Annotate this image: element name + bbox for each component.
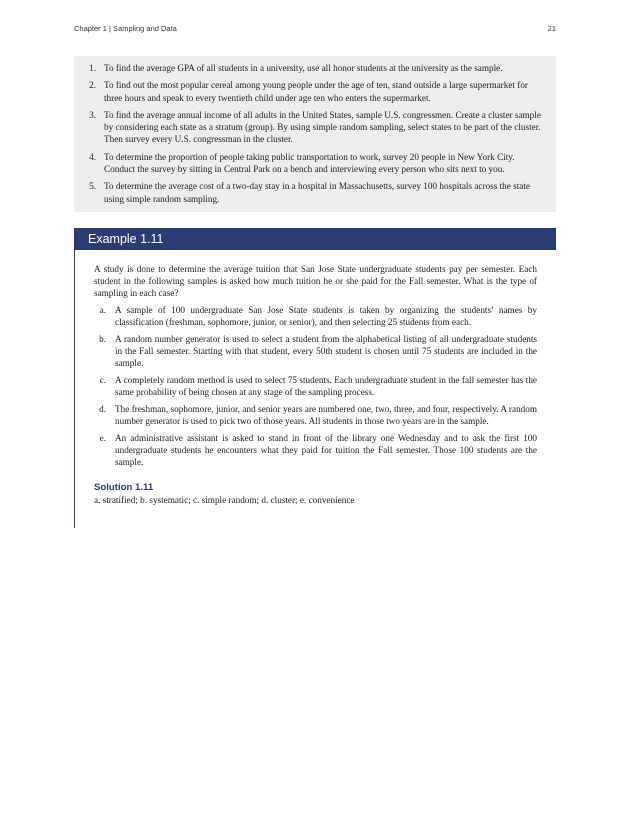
list-item: [94, 304, 537, 328]
example-intro: A study is done to determine the average tuition that San Jose State undergraduate students pay per semester. Each student in the following samples is asked how much tuition he or she paid for the Fall semester. What is the type of sampling in each case?: [94, 264, 537, 299]
list-item-text: To determine the average cost of a two-day stay in a hospital in Massachusetts, survey 100 hospitals across the state using simple random sampling.: [104, 181, 530, 204]
list-item: [84, 109, 546, 146]
option-letter: b.: [99, 333, 106, 344]
option-letter: a.: [99, 304, 106, 315]
solution-title: Solution 1.11: [94, 482, 154, 494]
list-item: [94, 333, 537, 370]
example-body: [74, 250, 556, 528]
list-item: [84, 62, 546, 74]
option-text: An administrative assistant is asked to stand in front of the library one Wednesday and to ask the first 100 undergraduate students he encounters what they paid for tuition the Fall semester. Those 100 students are the sample.: [115, 432, 537, 468]
list-item-text: To find the average annual income of all adults in the United States, sample U.S. congressmen. Create a cluster sample by considering each state as a stratum (group). By using simple random sampling, select states to be part of the cluster. Then survey every U.S. congressman in the cluster.: [104, 109, 541, 145]
list-item-number: 3.: [89, 109, 96, 120]
list-item-number: 4.: [89, 151, 96, 162]
numbered-list: [84, 62, 546, 205]
option-text: A completely random method is used to select 75 students. Each undergraduate student in the fall semester has the same probability of being chosen at any stage of the sampling process.: [115, 374, 537, 398]
option-letter: c.: [99, 374, 106, 385]
solution-text: a. stratified; b. systematic; c. simple random; d. cluster; e. convenience: [94, 495, 355, 506]
option-text: A sample of 100 undergraduate San Jose State students is taken by organizing the students’ names by classification (freshman, sophomore, junior, or senior), and then selecting 25 students from each.: [115, 304, 537, 327]
option-text: The freshman, sophomore, junior, and senior years are numbered one, two, three, and four, respectively. A random number generator is used to pick two of those years. All students in those two years are in the sample.: [115, 403, 537, 427]
list-item: [94, 432, 537, 469]
page-number: 21: [547, 24, 556, 33]
example-title-bar: [74, 228, 556, 250]
page-header: [74, 24, 556, 33]
list-item: [84, 180, 546, 204]
list-item-number: 5.: [89, 181, 96, 192]
chapter-title: Chapter 1 | Sampling and Data: [74, 24, 177, 33]
option-letter: e.: [99, 432, 106, 443]
list-item-text: To find the average GPA of all students in a university, use all honor students at the university as the sample.: [104, 63, 503, 73]
list-item: [94, 374, 537, 398]
example-options-list: [94, 304, 537, 469]
list-item-text: To find out the most popular cereal among young people under the age of ten, stand outside a large supermarket for three hours and speak to every twentieth child under age ten who enters the supermarket.: [104, 80, 528, 103]
option-text: A random number generator is used to select a student from the alphabetical listing of all undergraduate students in the Fall semester. Starting with that student, every 50th student is chosen until 75 students are included in the sample.: [115, 333, 537, 369]
list-item-text: To determine the proportion of people taking public transportation to work, survey 20 people in New York City. Conduct the survey by sitting in Central Park on a bench and interviewing every person who sits next to you.: [104, 151, 515, 174]
list-item-number: 2.: [89, 80, 96, 91]
list-item: [84, 151, 546, 175]
list-item: [94, 403, 537, 427]
numbered-list-box: [74, 56, 556, 212]
option-letter: d.: [99, 403, 106, 414]
list-item-number: 1.: [89, 63, 96, 73]
list-item: [84, 79, 546, 103]
example-title: Example 1.11: [88, 232, 164, 246]
